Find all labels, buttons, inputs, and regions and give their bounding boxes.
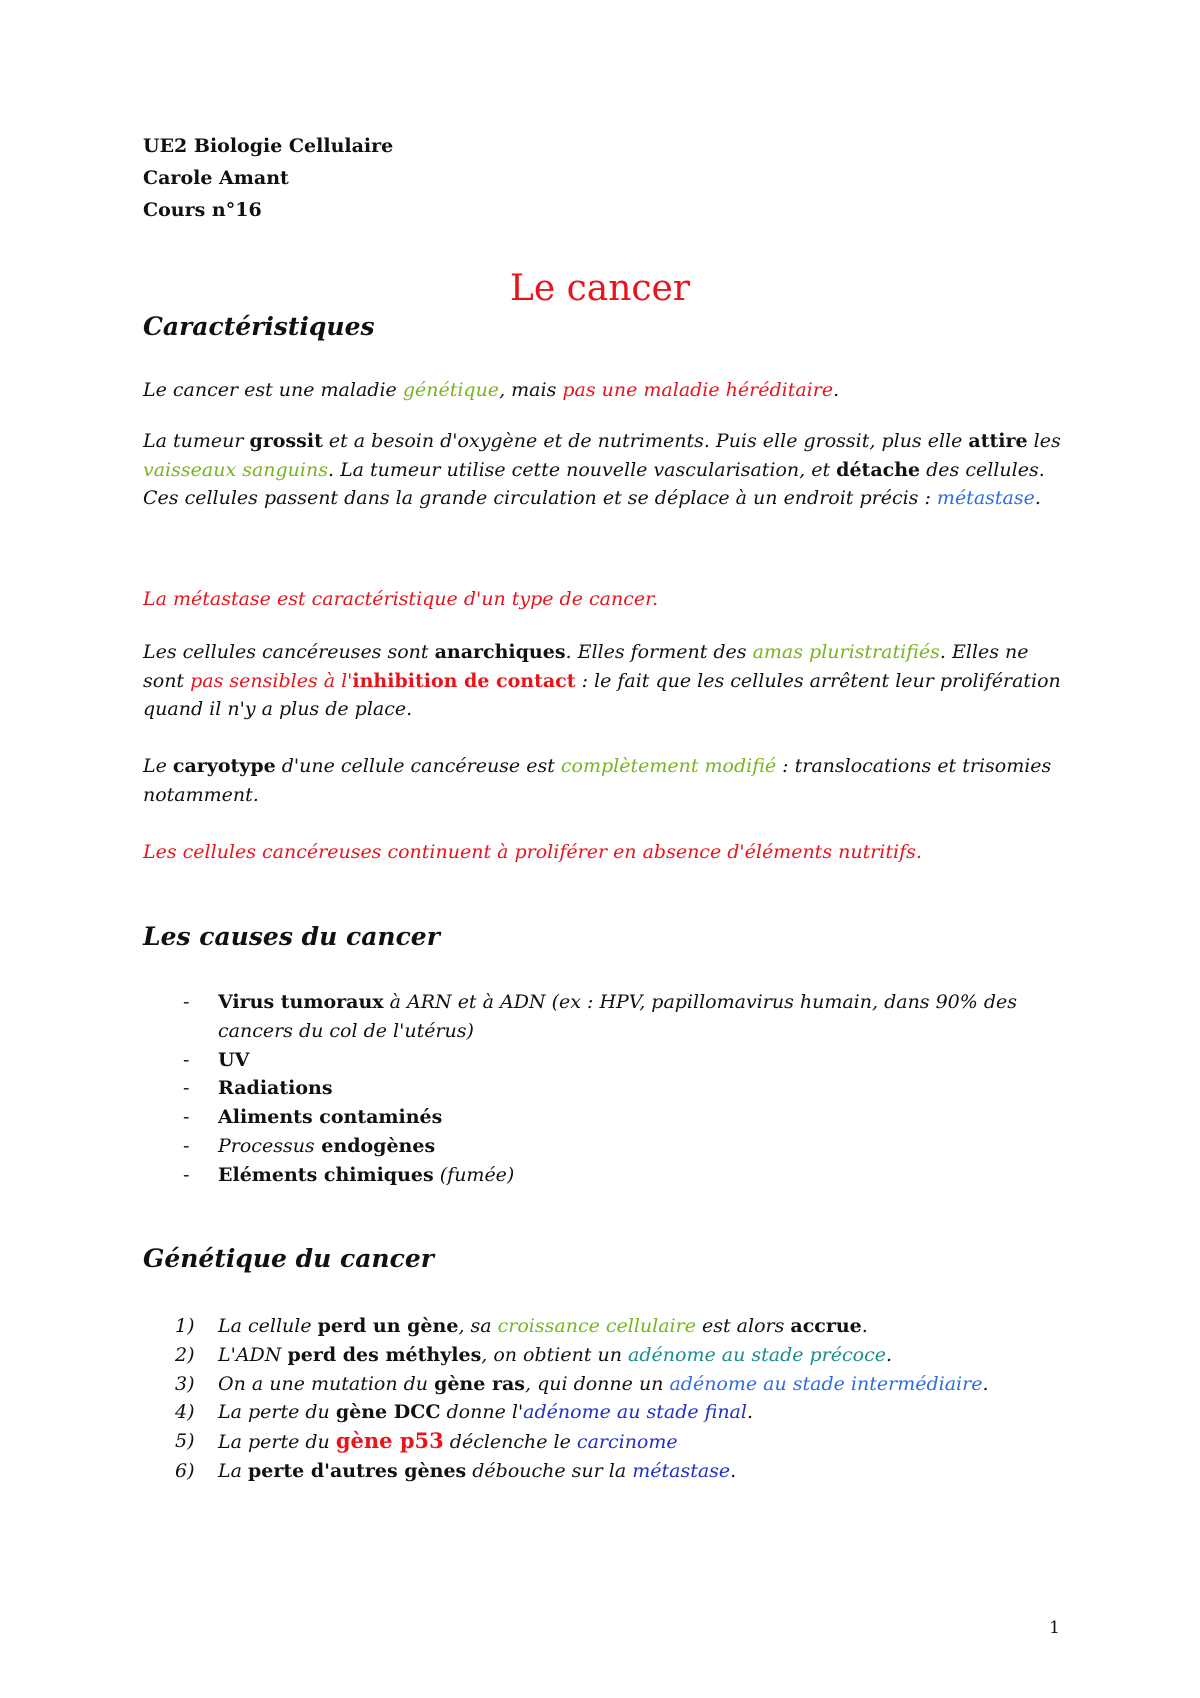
paragraph-metastase-type: La métastase est caractéristique d'un type de cancer. xyxy=(143,588,659,610)
text: : translocations et trisomies notamment. xyxy=(143,755,1052,806)
text: adénome au stade final xyxy=(523,1401,747,1424)
text: La tumeur xyxy=(143,430,250,452)
text-modifie: complètement modifié xyxy=(560,755,777,777)
text: : le fait que les cellules arrêtent leur prolifération quand il n'y a plus de place. xyxy=(143,669,1061,721)
text: La cellule xyxy=(218,1315,318,1337)
list-item xyxy=(143,1046,1073,1075)
list-item xyxy=(143,1398,1073,1427)
text: Eléments chimiques xyxy=(218,1163,434,1186)
list-item xyxy=(143,1161,1073,1190)
text: Les cellules cancéreuses sont xyxy=(143,641,435,663)
text: adénome au stade intermédiaire xyxy=(669,1372,983,1395)
dash-bullet: - xyxy=(183,991,190,1013)
text: La perte du xyxy=(218,1401,336,1424)
text: déclenche le xyxy=(443,1431,577,1454)
text: donne l' xyxy=(440,1401,524,1424)
paragraph-caryotype xyxy=(143,752,1073,809)
list-item xyxy=(143,1103,1073,1132)
text-anarchiques: anarchiques xyxy=(434,641,566,663)
text: est alors xyxy=(695,1315,791,1337)
list-item xyxy=(143,1427,1073,1457)
list-number: 4) xyxy=(175,1401,195,1424)
text: , qui donne un xyxy=(524,1372,670,1395)
text-inhibition-contact: inhibition de contact xyxy=(352,669,576,692)
text: Le cancer est une maladie xyxy=(143,379,403,401)
paragraph-genetic-disease xyxy=(143,376,1073,405)
section-heading-causes: Les causes du cancer xyxy=(143,922,440,951)
text: Le xyxy=(143,755,173,777)
document-header xyxy=(143,130,1073,226)
document-title: Le cancer xyxy=(509,268,691,309)
text: gène ras xyxy=(434,1372,525,1395)
text: des cellules. Ces cellules passent dans la grande circulation et se déplace à un endroit précis : xyxy=(143,458,1045,510)
text: . La tumeur utilise cette nouvelle vascularisation, et xyxy=(327,458,837,481)
text: gène DCC xyxy=(335,1401,441,1424)
paragraph-tumor-growth xyxy=(143,427,1073,513)
text: . xyxy=(833,379,840,401)
text: . xyxy=(885,1343,893,1366)
text: (fumée) xyxy=(433,1163,515,1186)
text: Aliments contaminés xyxy=(218,1106,443,1129)
text-amas: amas pluristratifiés xyxy=(752,641,940,663)
text: La perte du xyxy=(218,1431,336,1454)
dash-bullet: - xyxy=(183,1048,190,1071)
text-genetique: génétique xyxy=(402,379,500,401)
text: débouche sur la xyxy=(466,1459,633,1482)
text-grossit: grossit xyxy=(249,430,323,452)
dash-bullet: - xyxy=(183,1163,190,1186)
text: . xyxy=(982,1372,989,1395)
text-vaisseaux: vaisseaux sanguins xyxy=(143,458,328,481)
text-detache: détache xyxy=(836,458,921,481)
text: les xyxy=(1027,430,1061,452)
list-item xyxy=(143,1074,1073,1103)
text: . xyxy=(1034,487,1041,510)
text: endogènes xyxy=(314,1134,436,1157)
genetics-list xyxy=(143,1312,1073,1486)
section-heading-caracteristiques: Caractéristiques xyxy=(143,312,375,341)
text: Processus xyxy=(218,1134,315,1157)
dash-bullet: - xyxy=(183,1134,190,1157)
text: . xyxy=(861,1315,868,1337)
list-item xyxy=(143,1132,1073,1161)
text: d'une cellule cancéreuse est xyxy=(275,755,561,777)
text: accrue xyxy=(790,1315,862,1337)
text: , mais xyxy=(499,379,563,401)
text: Radiations xyxy=(218,1077,333,1100)
text: adénome au stade précoce xyxy=(628,1343,886,1366)
text: . xyxy=(746,1401,754,1424)
text: à ARN et à ADN (ex : HPV, papillomavirus humain, dans 90% des cancers du col de l'utérus) xyxy=(218,991,1018,1042)
text: . Elles forment des xyxy=(565,641,753,663)
dash-bullet: - xyxy=(183,1106,190,1129)
page-number: 1 xyxy=(1049,1618,1060,1638)
list-item xyxy=(143,988,1073,1046)
text: métastase xyxy=(632,1459,731,1482)
text: La xyxy=(218,1459,248,1482)
text: gène p53 xyxy=(335,1428,444,1454)
list-number: 6) xyxy=(175,1459,195,1482)
list-number: 2) xyxy=(175,1343,195,1366)
causes-list xyxy=(143,988,1073,1190)
text: carcinome xyxy=(576,1431,678,1454)
text: croissance cellulaire xyxy=(497,1315,696,1337)
list-item xyxy=(143,1341,1073,1370)
text: , on obtient un xyxy=(481,1343,629,1366)
list-number: 5) xyxy=(175,1430,195,1453)
list-item xyxy=(143,1457,1073,1486)
text-metastase: métastase xyxy=(936,487,1035,510)
paragraph-proliferation: Les cellules cancéreuses continuent à proliférer en absence d'éléments nutritifs. xyxy=(143,841,922,863)
text-caryotype: caryotype xyxy=(172,755,276,777)
text-pas-sensibles: pas sensibles à l' xyxy=(190,669,353,692)
course-unit: UE2 Biologie Cellulaire xyxy=(143,135,394,157)
text: perd un gène xyxy=(317,1315,459,1337)
text: , sa xyxy=(458,1315,498,1337)
text: L'ADN xyxy=(218,1343,288,1366)
section-heading-genetique: Génétique du cancer xyxy=(143,1244,434,1273)
list-number: 3) xyxy=(175,1372,195,1395)
list-number: 1) xyxy=(175,1315,195,1337)
text: . Elles ne sont xyxy=(143,641,1029,692)
text: UV xyxy=(218,1048,250,1071)
paragraph-anarchic-cells xyxy=(143,638,1073,724)
text: On a une mutation du xyxy=(218,1372,435,1395)
text-not-hereditary: pas une maladie héréditaire xyxy=(562,379,834,401)
list-item xyxy=(143,1370,1073,1399)
text: Virus tumoraux xyxy=(218,991,384,1013)
list-item xyxy=(143,1312,1073,1341)
text: perd des méthyles xyxy=(287,1343,482,1366)
dash-bullet: - xyxy=(183,1077,190,1100)
text: . xyxy=(730,1459,737,1482)
course-number: Cours n°16 xyxy=(143,199,262,221)
author: Carole Amant xyxy=(143,167,289,189)
text-attire: attire xyxy=(968,430,1028,452)
text: et a besoin d'oxygène et de nutriments. Puis elle grossit, plus elle xyxy=(322,430,969,452)
text: perte d'autres gènes xyxy=(247,1459,467,1482)
